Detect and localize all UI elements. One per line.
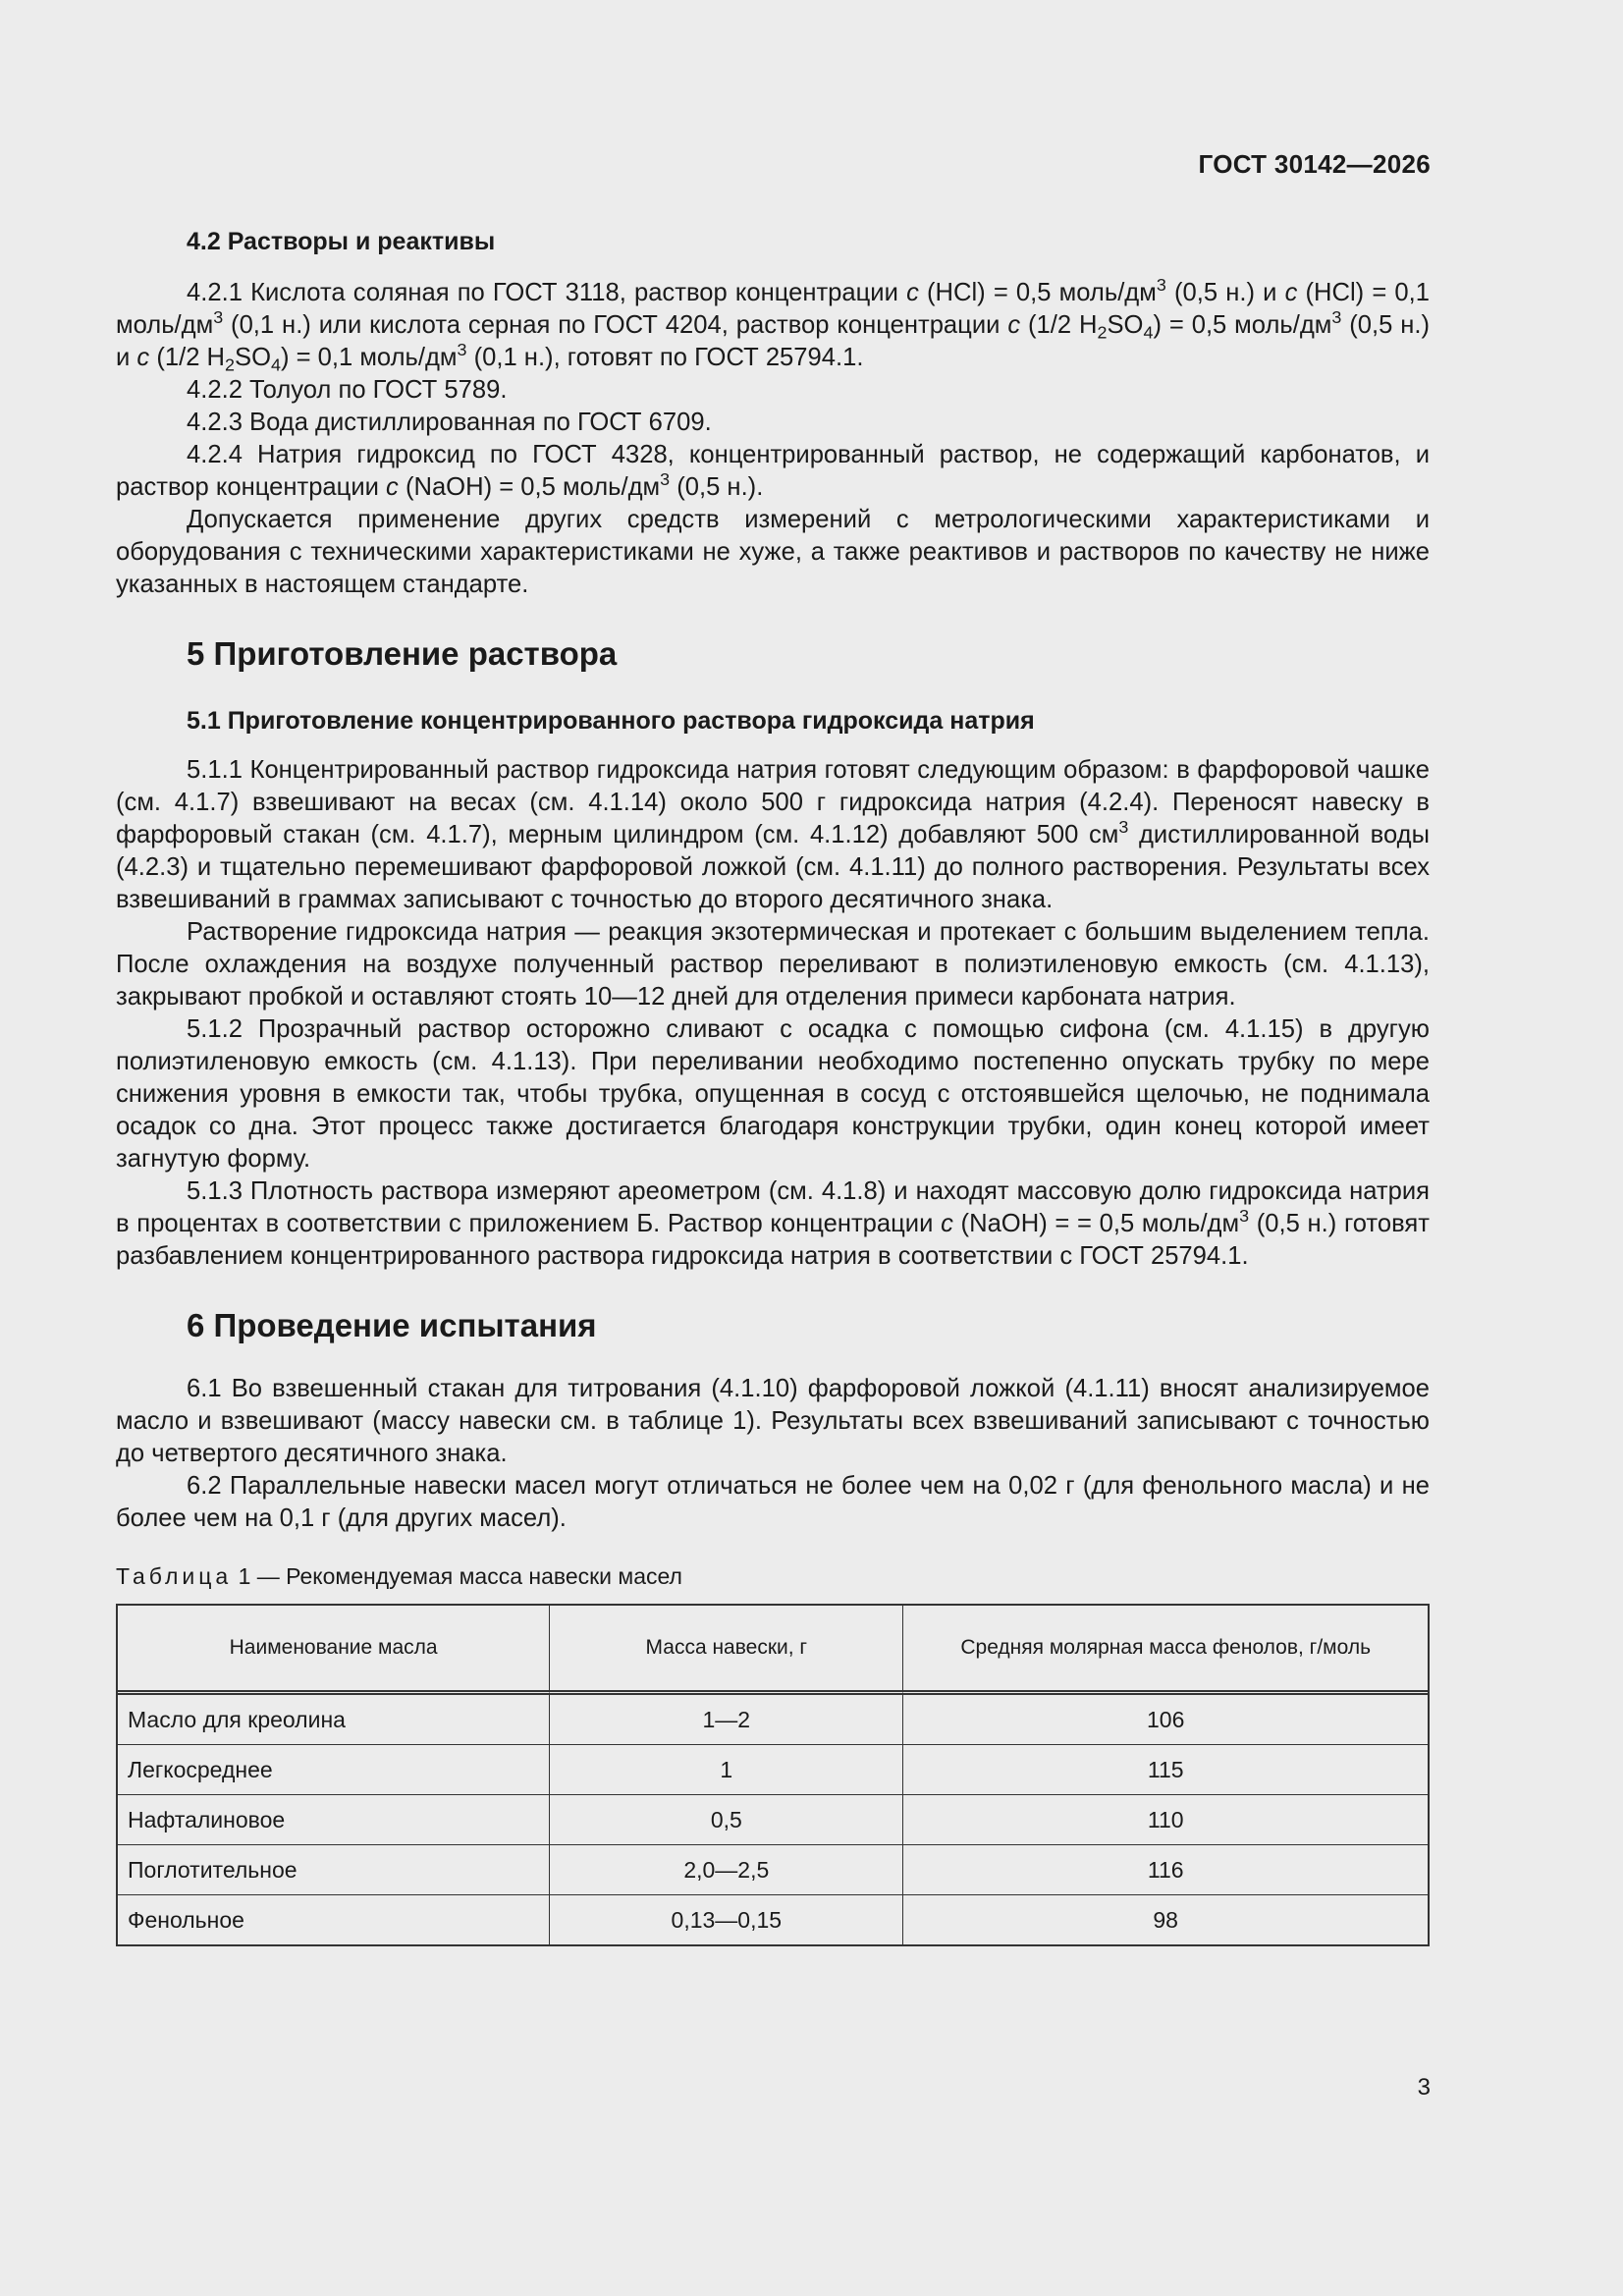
table-header-row	[118, 1606, 1428, 1695]
table-row	[118, 1895, 1428, 1944]
table-cell-oil-name: Фенольное	[118, 1895, 550, 1944]
table-cell-molar-mass: 106	[903, 1695, 1428, 1745]
paragraph-5-1-3: 5.1.3 Плотность раствора измеряют ареометром (см. 4.1.8) и находят массовую долю гидроксида натрия в процентах в соответствии с приложением Б. Раствор концентрации c (NaOH) = = 0,5 моль/$дм^3$ (0,5 н.) готовят разбавлением концентрированного раствора гидроксида натрия в соответствии с ГОСТ 25794.1.	[116, 1177, 1430, 1270]
table-caption: Таблица 1 — Рекомендуемая масса навески масел	[116, 1563, 682, 1589]
paragraph-6-2: 6.2 Параллельные навески масел могут отличаться не более чем на 0,02 г (для фенольного масла) и не более чем на 0,1 г (для других масел).	[116, 1472, 1430, 1532]
section-4-2-title: 4.2 Растворы и реактивы	[187, 228, 496, 255]
document-body	[116, 222, 1430, 1946]
paragraph-allowance: Допускается применение других средств измерений с метрологическими характеристиками и оборудования с техническими характеристиками не хуже, а также реактивов и растворов по качеству не ниже указанных в настоящем стандарте.	[116, 506, 1430, 598]
paragraph-6-1: 6.1 Во взвешенный стакан для титрования (4.1.10) фарфоровой ложкой (4.1.11) вносят анализируемое масло и взвешивают (массу навески см. в таблице 1). Результаты всех взвешиваний записывают с точностью до четвертого десятичного знака.	[116, 1375, 1430, 1467]
section-6-title: 6 Проведение испытания	[187, 1307, 597, 1343]
page-number: 3	[1417, 2074, 1431, 2101]
paragraph-4-2-1: 4.2.1 Кислота соляная по ГОСТ 3118, раствор концентрации c (HCl) = 0,5 моль/$дм^3$ (0,5 н.) и c (HCl) = 0,1 моль/$дм^3$ (0,1 н.) или кислота серная по ГОСТ 4204, раствор концентрации c (1/2 $H_2SO_4) = 0,5$ моль/$дм^3$ (0,5 н.) и c (1/2 $H_2SO_4) = 0,1$ моль/$дм^3$ (0,1 н.), готовят по ГОСТ 25794.1.	[116, 275, 1431, 375]
paragraph-5-1-2: 5.1.2 Прозрачный раствор осторожно сливают с осадка с помощью сифона (см. 4.1.15) в другую полиэтиленовую емкость (см. 4.1.13). При переливании необходимо постепенно опускать трубку по мере снижения уровня в емкости так, чтобы трубка, опущенная в сосуд с отстоявшейся щелочью, не поднимала осадок со дна. Этот процесс также достигается благодаря конструкции трубки, один конец которой имеет загнутую форму.	[116, 1015, 1430, 1173]
table-cell-molar-mass: 110	[903, 1795, 1428, 1845]
column-header-oil-name: Наименование масла	[118, 1606, 550, 1695]
table-cell-sample-mass: 2,0—2,5	[550, 1845, 903, 1895]
table-cell-molar-mass: 98	[1153, 1906, 1178, 1933]
document-header: ГОСТ 30142—2026	[1198, 149, 1431, 179]
paragraph-5-1-1: 5.1.1 Концентрированный раствор гидроксида натрия готовят следующим образом: в фарфоровой чашке (см. 4.1.7) взвешивают на весах (см. 4.1.14) около 500 г гидроксида натрия (4.2.4). Переносят навеску в фарфоровый стакан (см. 4.1.7), мерным цилиндром (см. 4.1.12) добавляют 500 $см^3$ дистиллированной воды (4.2.3) и тщательно перемешивают фарфоровой ложкой (см. 4.1.11) до полного растворения. Результаты всех взвешиваний в граммах записывают с точностью до второго десятичного знака.	[116, 756, 1430, 913]
table-cell-oil-name: Легкосреднее	[118, 1745, 550, 1795]
table-cell-sample-mass: 0,13—0,15	[550, 1895, 903, 1944]
table-cell-oil-name: Нафталиновое	[118, 1795, 550, 1845]
table-row	[118, 1745, 1428, 1795]
oil-sample-mass-table	[116, 1604, 1430, 1946]
column-header-molar-mass: Средняя молярная масса фенолов, г/моль	[903, 1606, 1428, 1695]
table-cell-sample-mass: 1—2	[550, 1695, 903, 1745]
table-row	[118, 1795, 1428, 1845]
column-header-sample-mass: Масса навески, г	[550, 1606, 903, 1695]
section-5-title: 5 Приготовление раствора	[187, 635, 618, 672]
table-cell-sample-mass: 1	[550, 1745, 903, 1795]
paragraph-dissolution: Растворение гидроксида натрия — реакция экзотермическая и протекает с большим выделением тепла. После охлаждения на воздухе полученный раствор переливают в полиэтиленовую емкость (см. 4.1.13), закрывают пробкой и оставляют стоять 10—12 дней для отделения примеси карбоната натрия.	[116, 918, 1430, 1011]
table-row	[118, 1845, 1428, 1895]
table-row	[118, 1695, 1428, 1745]
paragraph-4-2-4: 4.2.4 Натрия гидроксид по ГОСТ 4328, концентрированный раствор, не содержащий карбонатов, и раствор концентрации c (NaOH) = 0,5 моль/$дм^3$ (0,5 н.).	[116, 441, 1430, 501]
paragraph-4-2-2: 4.2.2 Толуол по ГОСТ 5789.	[187, 376, 508, 404]
table-cell-oil-name: Поглотительное	[118, 1845, 550, 1895]
table-cell-molar-mass: 115	[903, 1745, 1428, 1795]
table-cell-sample-mass: 0,5	[550, 1795, 903, 1845]
table-cell-molar-mass: 116	[903, 1845, 1428, 1895]
paragraph-4-2-3: 4.2.3 Вода дистиллированная по ГОСТ 6709.	[187, 409, 712, 436]
table-cell-oil-name: Масло для креолина	[118, 1695, 550, 1745]
section-5-1-title: 5.1 Приготовление концентрированного раствора гидроксида натрия	[187, 707, 1035, 735]
